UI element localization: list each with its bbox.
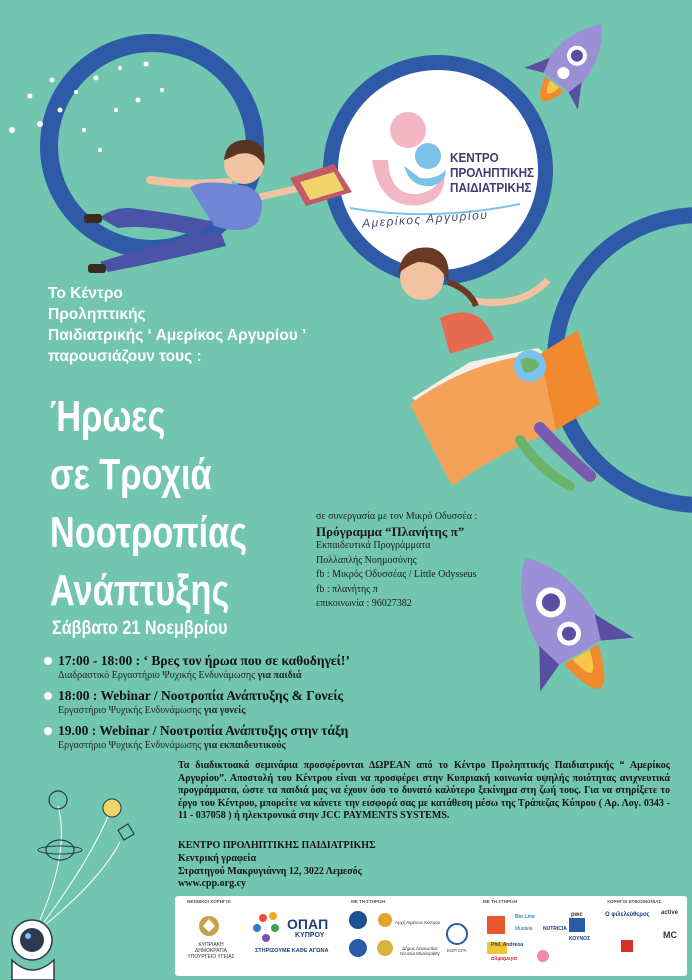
event-title bbox=[50, 388, 247, 620]
sponsors-head-support: ΜΕ ΤΗ ΣΤΗΡΙΞΗ bbox=[351, 899, 386, 904]
kop-logo-icon bbox=[447, 924, 467, 944]
intro-line: Το Κέντρο bbox=[48, 285, 123, 302]
schedule-item bbox=[44, 652, 464, 682]
collab-intro: σε συνεργασία με τον Μικρό Οδυσσέα : bbox=[316, 511, 478, 522]
logo-head-pink bbox=[390, 112, 426, 148]
schedule-main: 19.00 : Webinar / Νοοτροπία Ανάπτυξης στην τάξη bbox=[58, 723, 349, 738]
intro-line: παρουσιάζουν τους : bbox=[48, 348, 202, 365]
bullet-icon bbox=[44, 727, 52, 735]
schedule-sub bbox=[58, 704, 464, 717]
logo-head-blue bbox=[415, 143, 441, 169]
schedule-audience: για εκπαιδευτικούς bbox=[203, 740, 286, 751]
schedule-audience: για παιδιά bbox=[257, 670, 302, 681]
bullet-icon bbox=[44, 692, 52, 700]
opap-logo-icon bbox=[253, 912, 279, 942]
philelefth-label: Ο φιλελεύθερος bbox=[605, 912, 650, 918]
address-org: ΚΕΝΤΡΟ ΠΡΟΛΗΠΤΙΚΗΣ ΠΑΙΔΙΑΤΡΙΚΗΣ bbox=[178, 840, 376, 851]
logo-line-2: ΠΡΟΛΗΠΤΙΚΗΣ bbox=[450, 165, 535, 180]
arch-label: Αρχή Λιμένων Κύπρου bbox=[395, 920, 441, 925]
title-line: Ανάπτυξης bbox=[50, 566, 230, 615]
schedule-item bbox=[44, 722, 464, 752]
address-block bbox=[178, 840, 376, 891]
schedule-sub bbox=[58, 669, 464, 682]
collab-fb: fb : πλανήτης π bbox=[316, 583, 378, 595]
municipality-emblem-icon bbox=[377, 940, 393, 956]
active-label: active bbox=[661, 910, 679, 916]
arch-logo-icon bbox=[378, 913, 392, 927]
opap-sub-label: ΚΥΠΡΟΥ bbox=[295, 932, 325, 939]
title-line: Ήρωες bbox=[50, 392, 166, 441]
schedule bbox=[44, 652, 464, 757]
intro-line: Παιδιατρικής ‘ Αμερίκος Αργυρίου ’ bbox=[48, 327, 307, 344]
nicosia-emblem-icon bbox=[349, 939, 367, 957]
collab-contact: επικοινωνία : 96027382 bbox=[316, 598, 412, 609]
description-paragraph: Τα διαδικτυακά σεμινάρια προσφέρονται ΔΩΡΕΑΝ από το Κέντρο Προληπτικής Παιδιατρικής “ Αμερίκος Αργυρίου”. Αποστολή του Κέντρου είναι να προσφέρει στην Κυπριακή κοινωνία υψηλής ποιότητας ανιχνευτικά προγράμματα, ώστε τα παιδιά μας να έχουν όσο το δυνατό καλύτερο ξεκίνημα στη ζωή τους. Για να στηρίξετε το έργο του Κέντρου, μπορείτε να κάνετε την εισφορά σας με κατάθεση μέσω της Τράπεζας Κύπρου ( Αρ. Λογ. 0343 - 11 - 037058 ) ή ηλεκτρονικά στην JCC PAYMENTS SYSTEMS. bbox=[178, 760, 670, 821]
kop-label: ΚΟΠ CFA bbox=[447, 948, 467, 953]
pwc-label: pwc bbox=[571, 912, 583, 918]
title-line: Νοοτροπίας bbox=[50, 508, 248, 557]
bio-label: Bio Line bbox=[515, 914, 535, 920]
alfamega-label: αλφαμεγα bbox=[491, 956, 518, 962]
address-street: Στρατηγού Μακρυγιάννη 12, 3022 Λεμεσός bbox=[178, 865, 362, 877]
collab-line: Πολλαπλής Νοημοσύνης bbox=[316, 554, 417, 566]
sponsors-bar bbox=[175, 896, 687, 976]
schedule-item bbox=[44, 687, 464, 717]
nicosia-label: Δήμος Λευκωσίας Nicosia Municipality bbox=[400, 946, 440, 956]
schedule-sub-text: Εργαστήριο Ψυχικής Ενδυνάμωσης bbox=[58, 740, 202, 751]
opap-label: ΟΠΑΠ bbox=[287, 916, 329, 932]
address-office: Κεντρική γραφεία bbox=[178, 852, 257, 864]
sponsors-head-support-2: ΜΕ ΤΗ ΣΤΗΡΙΞΗ bbox=[483, 899, 518, 904]
schedule-sub-text: Εργαστήριο Ψυχικής Ενδυνάμωσης bbox=[58, 705, 202, 716]
schedule-main: 17:00 - 18:00 : ‘ Βρες τον ήρωα που σε καθοδηγεί!’ bbox=[58, 653, 350, 668]
mc-label: MC bbox=[663, 930, 677, 940]
rocket-top bbox=[515, 3, 628, 121]
phil-andreou-label: Phil. Andreou bbox=[491, 942, 524, 948]
mustela-label: Mustela bbox=[515, 926, 533, 932]
intro-line: Προληπτικής bbox=[48, 306, 146, 323]
title-line: σε Τροχιά bbox=[50, 450, 212, 499]
intro-text bbox=[48, 283, 338, 367]
collab-fb: fb : Μικρός Οδυσσέας / Little Odysseus bbox=[316, 569, 477, 580]
schedule-sub-text: Διαδραστικό Εργαστήριο Ψυχικής Ενδυνάμωσης bbox=[58, 670, 256, 681]
nutricia-label: NUTRICIA bbox=[543, 926, 567, 932]
event-date: Σάββατο 21 Νοεμβρίου bbox=[52, 618, 228, 639]
cyprus-emblem-icon bbox=[199, 916, 219, 936]
bullet-icon bbox=[44, 657, 52, 665]
collaboration-info bbox=[316, 510, 586, 612]
opap-slogan: ΣΤΗΡΙΖΟΥΜΕ ΚΑΘΕ ΑΓΩΝΑ bbox=[255, 948, 329, 954]
collab-line: Εκπαιδευτικά Προγράμματα bbox=[316, 540, 431, 551]
astronaut-illustration bbox=[12, 791, 134, 980]
logo-line-3: ΠΑΙΔΙΑΤΡΙΚΗΣ bbox=[450, 180, 532, 195]
sponsor-logos bbox=[175, 896, 687, 976]
logo-text bbox=[450, 150, 534, 195]
kounos-label: ΚΟΥΝΟΣ bbox=[569, 936, 590, 942]
collab-program: Πρόγραμμα “Πλανήτης π” bbox=[316, 523, 465, 539]
sponsors-head-media: ΧΟΡΗΓΟΙ ΕΠΙΚΟΙΝΩΝΙΑΣ bbox=[607, 899, 662, 904]
schedule-audience: για γονείς bbox=[203, 705, 246, 716]
sponsors-head-institutional: ΘΕΣΜΙΚΟΙ ΧΟΡΗΓΟΙ bbox=[187, 899, 231, 904]
ministry-label: ΚΥΠΡΙΑΚΗ ΔΗΜΟΚΡΑΤΙΑ ΥΠΟΥΡΓΕΙΟ ΥΓΕΙΑΣ bbox=[187, 942, 235, 960]
logo-line-1: ΚΕΝΤΡΟ bbox=[450, 150, 499, 165]
schedule-sub bbox=[58, 739, 464, 752]
schedule-main: 18:00 : Webinar / Νοοτροπία Ανάπτυξης & Γονείς bbox=[58, 688, 344, 703]
port-authority-icon bbox=[349, 911, 367, 929]
logo-subtitle: Αμερίκος Αργυρίου bbox=[361, 207, 489, 231]
website-link[interactable]: www.cpp.org.cy bbox=[178, 878, 247, 890]
